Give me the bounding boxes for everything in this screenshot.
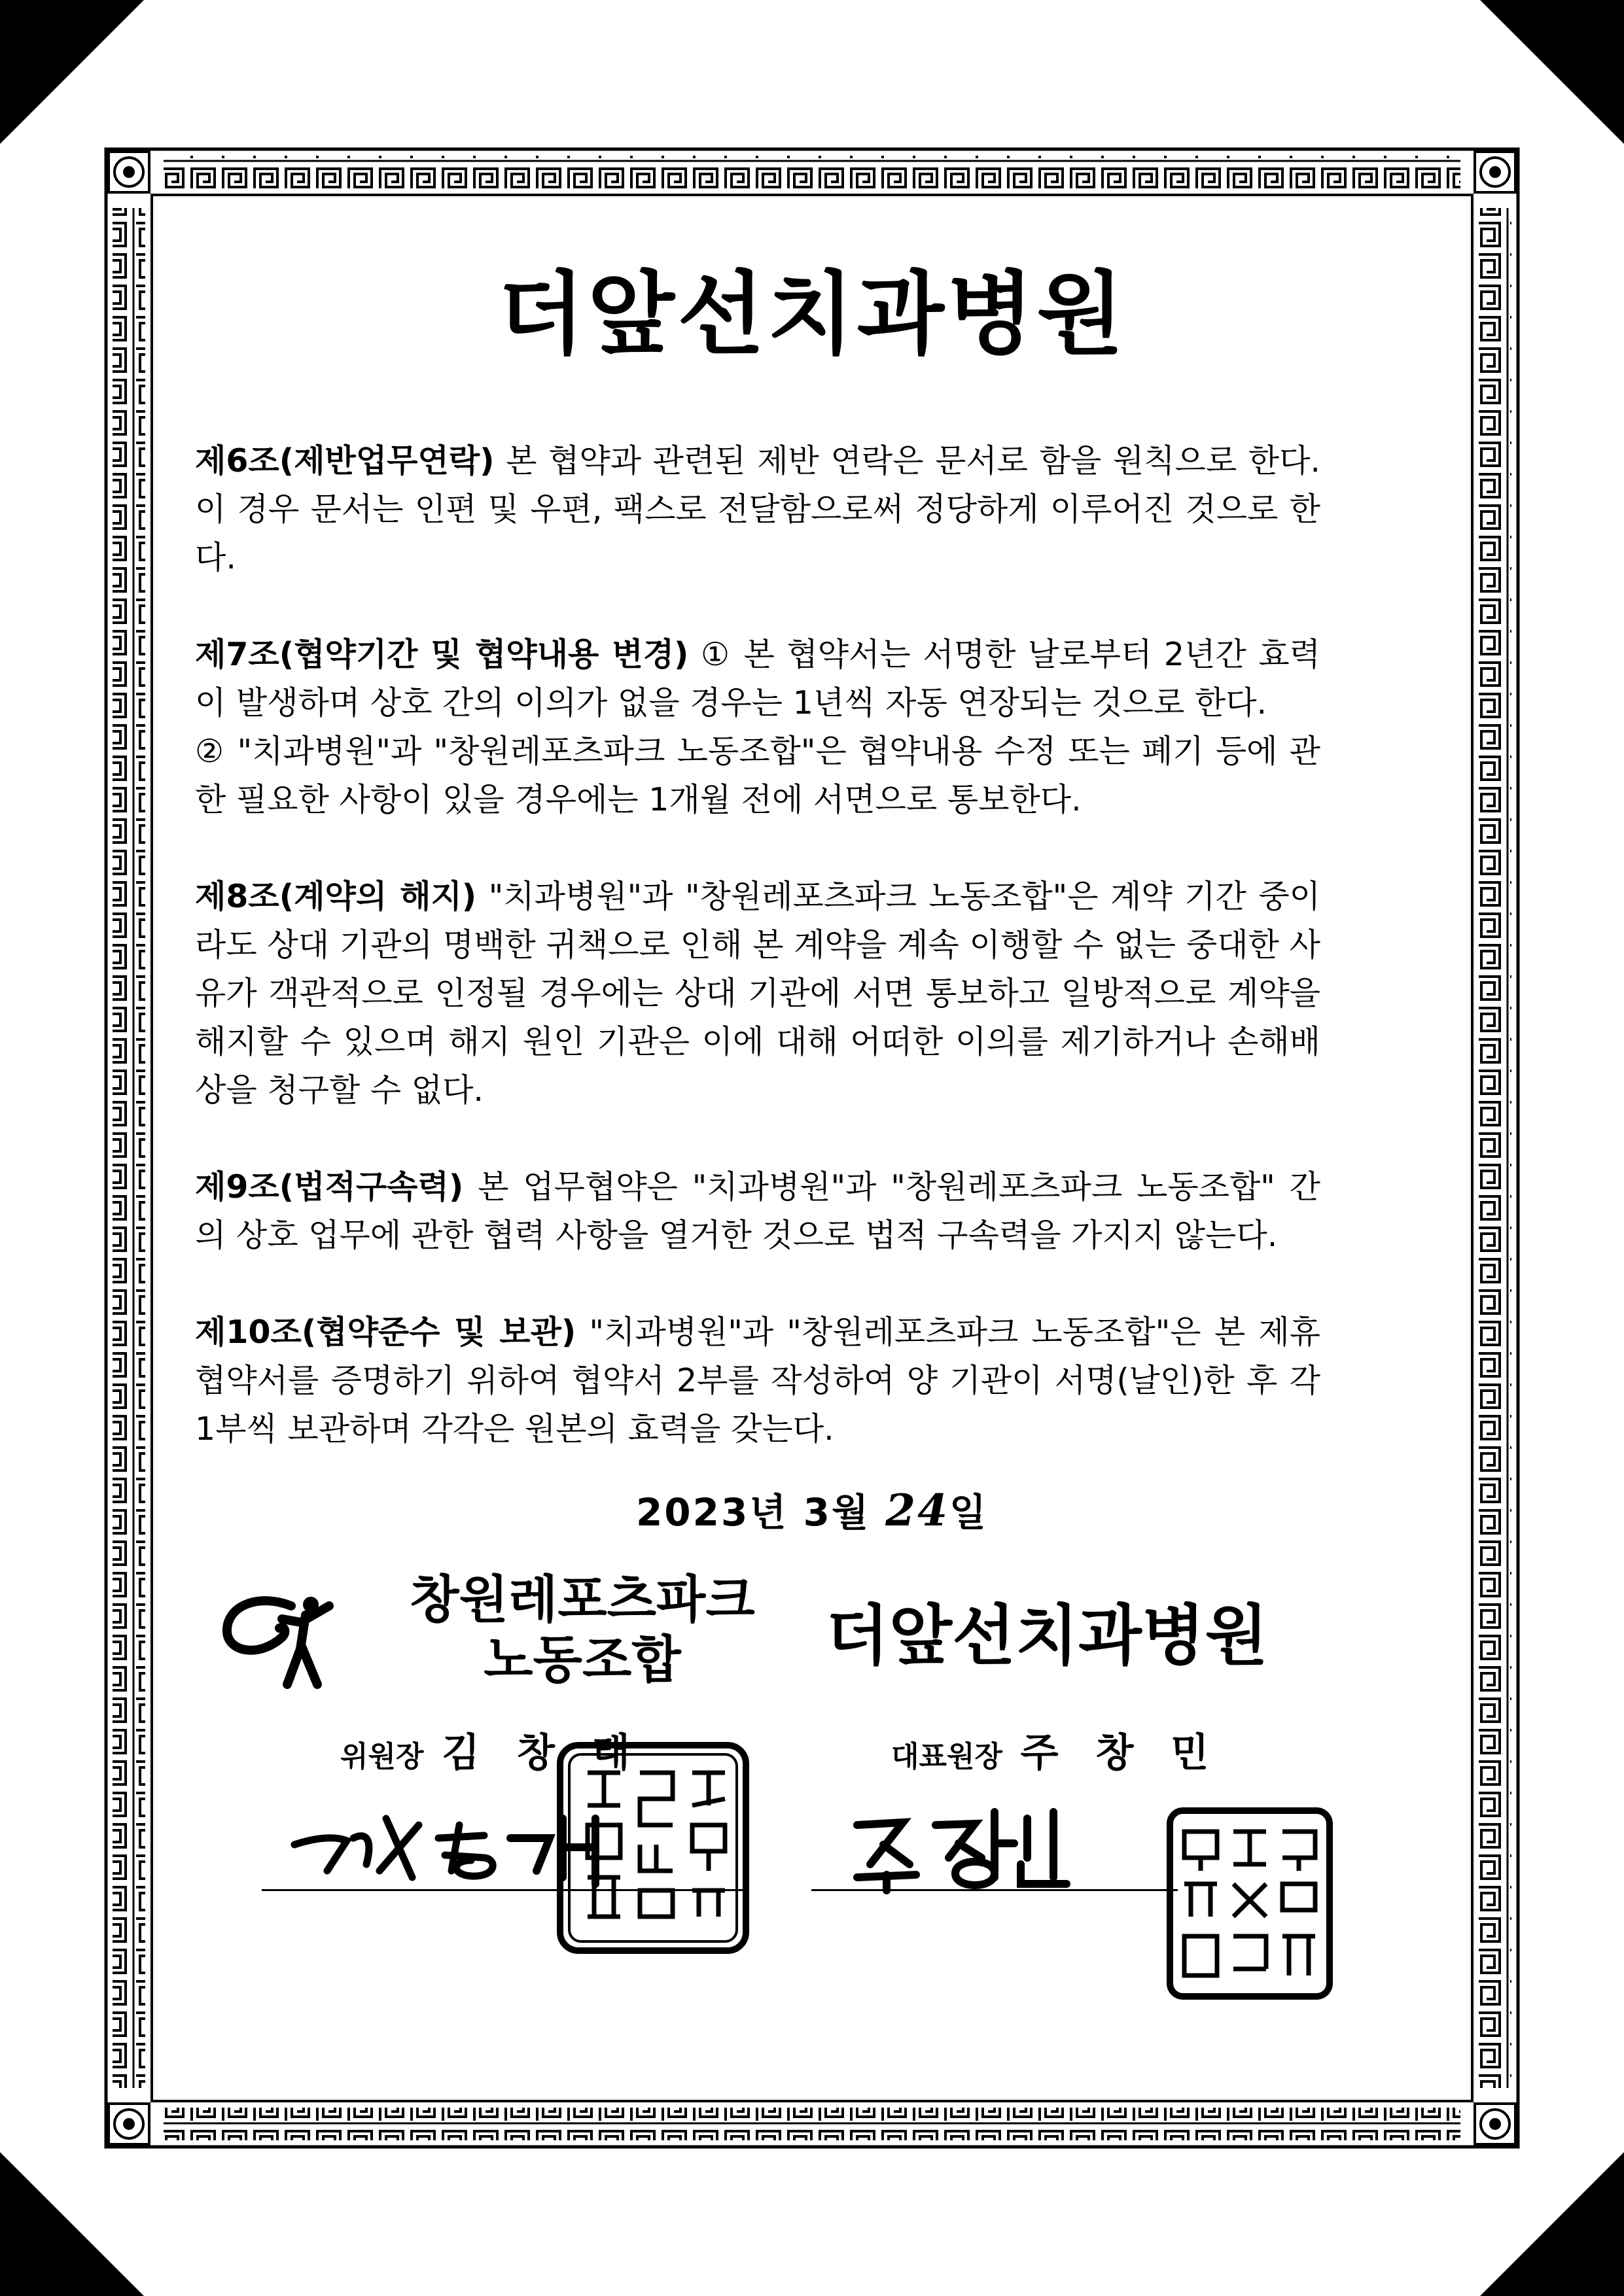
- rosette-top-right-icon: [1475, 152, 1515, 192]
- article-7: [195, 631, 1320, 824]
- rosette-top-left-icon: [109, 152, 149, 192]
- signer-role: 위원장: [340, 1740, 424, 1773]
- article-paragraph: 제6조(제반업무연락) 본 협약과 관련된 제반 연락은 문서로 함을 원칙으로 한다. 이 경우 문서는 인편 및 우편, 팩스로 전달함으로써 정당하게 이루어진 것으로 한다.: [195, 442, 1320, 576]
- signer-name: 김 창 태: [442, 1730, 642, 1776]
- union-official-seal: [555, 1740, 751, 1956]
- article-paragraph: 제10조(협약준수 및 보관) "치과병원"과 "창원레포츠파크 노동조합"은 본 제휴 협약서를 증명하기 위하여 협약서 2부를 작성하여 양 기관이 서명(날인)한 후 각 1부씩 보관하며 각각은 원본의 효력을 갖는다.: [195, 1313, 1320, 1448]
- article-list: [195, 437, 1320, 1502]
- rosette-bottom-right-icon: [1475, 2104, 1515, 2144]
- clinic-handwritten-signature: [844, 1792, 1080, 1897]
- article-paragraph: 제8조(계약의 해지) "치과병원"과 "창원레포츠파크 노동조합"은 계약 기간 중이라도 상대 기관의 명백한 귀책으로 인해 본 계약을 계속 이행할 수 없는 중대한 사유가 객관적으로 인정될 경우에는 상대 기관에 서면 통보하고 일방적으로 계약을 해지할 수 있으며 해지 원인 기관은 이에 대해 어떠한 이의를 제기하거나 손해배상을 청구할 수 없다.: [195, 878, 1321, 1109]
- article-heading: 제6조(제반업무연락): [195, 442, 495, 479]
- union-name: 창원레포츠파크 노동조합: [410, 1571, 755, 1690]
- article-paragraph: ② "치과병원"과 "창원레포츠파크 노동조합"은 협약내용 수정 또는 폐기 등에 관한 필요한 사항이 있을 경우에는 1개월 전에 서면으로 통보한다.: [195, 733, 1320, 818]
- signer-name: 주 창 민: [1020, 1730, 1221, 1776]
- signer-role: 대표원장: [891, 1740, 1003, 1773]
- article-6: [195, 437, 1320, 582]
- article-8: [195, 873, 1320, 1115]
- rosette-bottom-left-icon: [109, 2104, 149, 2144]
- article-10: [195, 1308, 1320, 1453]
- article-paragraph: 제7조(협약기간 및 협약내용 변경) ① 본 협약서는 서명한 날로부터 2년간 효력이 발생하며 상호 간의 이의가 없을 경우는 1년씩 자동 연장되는 것으로 한다.: [195, 636, 1321, 722]
- article-heading: 제9조(법적구속력): [195, 1168, 464, 1206]
- signing-date: 2023년 3월 24일: [635, 1485, 989, 1536]
- clinic-name: 더앞선치과병원: [825, 1597, 1269, 1674]
- union-logo-icon: [219, 1586, 350, 1691]
- clinic-signer: [891, 1722, 1220, 1778]
- clinic-official-seal: [1165, 1805, 1335, 2002]
- article-heading: 제7조(협약기간 및 협약내용 변경): [195, 636, 689, 673]
- article-9: [195, 1163, 1320, 1260]
- article-heading: 제10조(협약준수 및 보관): [195, 1313, 576, 1351]
- article-heading: 제8조(계약의 해지): [195, 878, 477, 915]
- article-paragraph: 제9조(법적구속력) 본 업무협약은 "치과병원"과 "창원레포츠파크 노동조합" 간의 상호 업무에 관한 협력 사항을 열거한 것으로 법적 구속력을 가지지 않는다.: [195, 1168, 1320, 1254]
- handwritten-day: 24: [885, 1485, 950, 1536]
- document-title: 더앞선치과병원: [497, 262, 1127, 367]
